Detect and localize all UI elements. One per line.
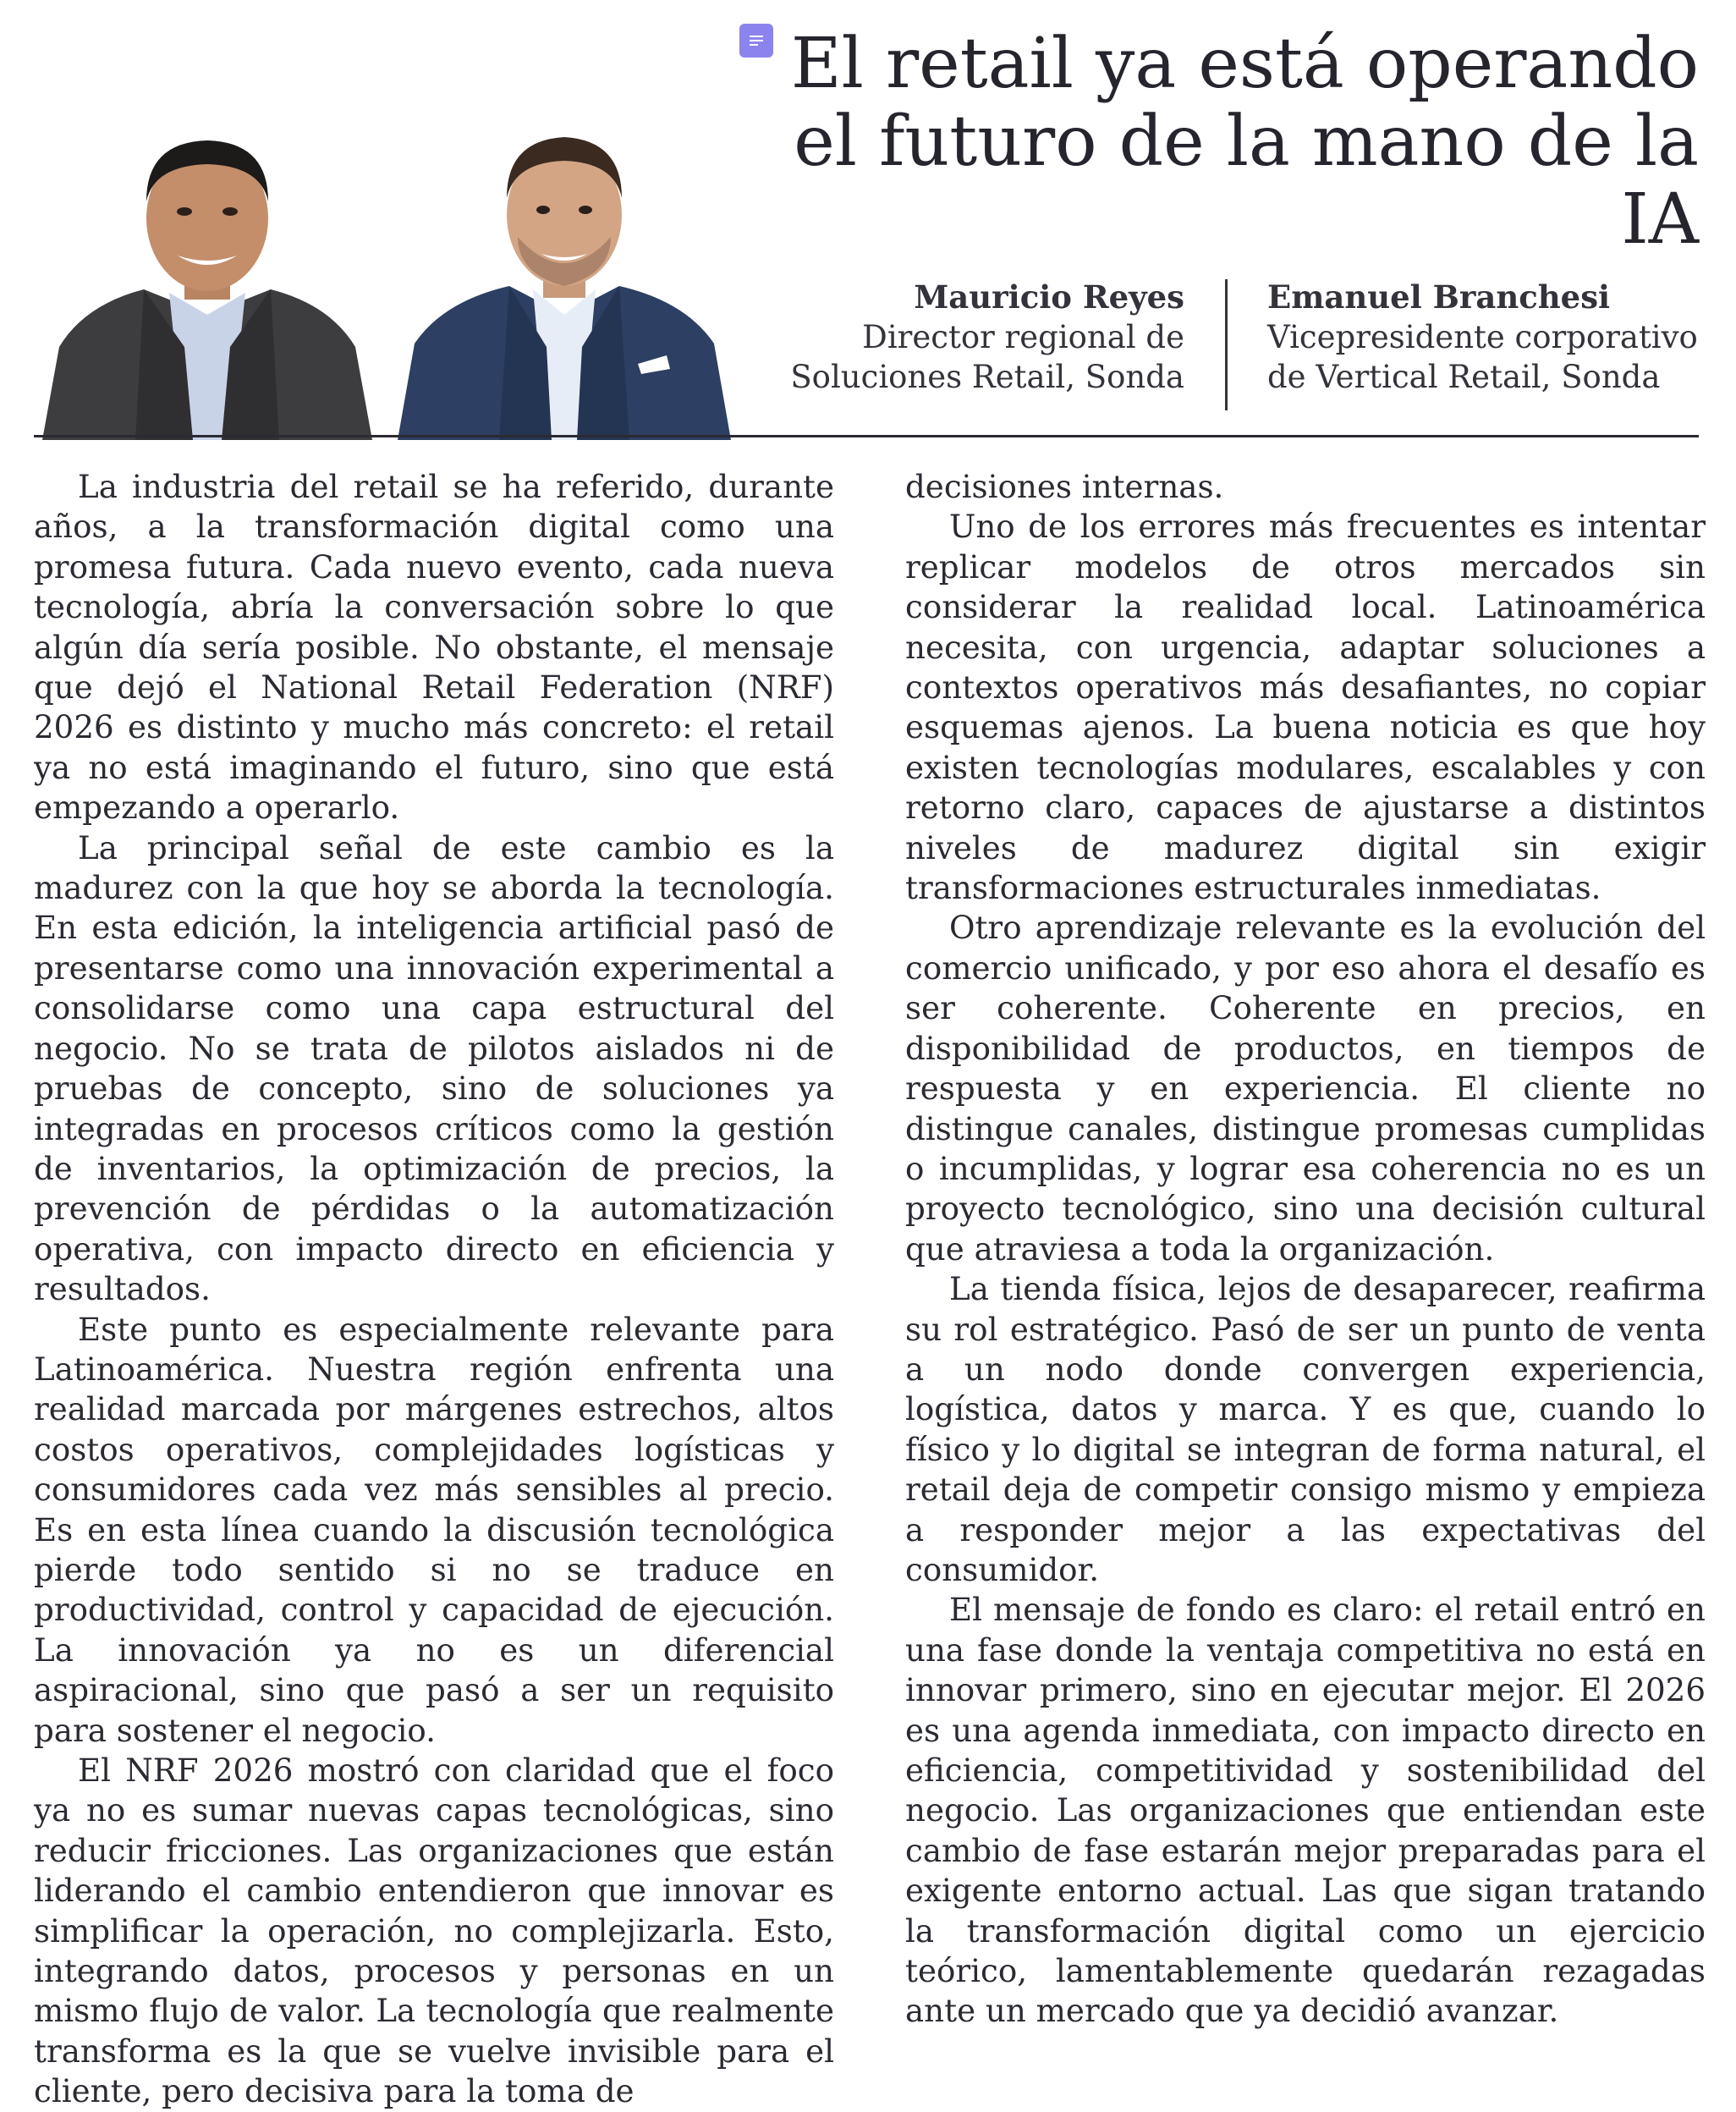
header-rule	[34, 435, 1699, 437]
author-name: Mauricio Reyes	[914, 278, 1184, 316]
paragraph-continuation: decisiones internas.	[905, 468, 1224, 505]
article-column-left	[34, 467, 834, 2112]
author-emanuel-branchesi	[1267, 278, 1699, 397]
person-photo-emanuel-branchesi	[391, 93, 738, 440]
person-photo-mauricio-reyes	[34, 93, 381, 440]
paragraph: La tienda física, lejos de desaparecer, reafirma su rol estratégico. Pasó de ser un punto de venta a un nodo donde convergen experiencia, logística, datos y marca. Y es que, cuando lo físico y lo digital se integran de forma natural, el retail deja de competir consigo mismo y empieza a responder mejor a las expectativas del consumidor.	[905, 1270, 1706, 1588]
author-role-line-1: Director regional de	[862, 319, 1184, 355]
paragraph: Uno de los errores más frecuentes es intentar replicar modelos de otros mercados sin considerar la realidad local. Latinoamérica necesita, con urgencia, adaptar soluciones a contextos operativos más desafiantes, no copiar esquemas ajenos. La buena noticia es que hoy existen tecnologías modulares, escalables y con retorno claro, capaces de ajustarse a distintos niveles de madurez digital sin exigir transformaciones estructurales inmediatas.	[905, 508, 1706, 907]
paragraph: Otro aprendizaje relevante es la evolución del comercio unificado, y por eso ahora el desafío es ser coherente. Coherente en precios, en disponibilidad de productos, en tiempos de respuesta y en experiencia. El cliente no distingue canales, distingue promesas cumplidas o incumplidas, y lograr esa coherencia no es un proyecto tecnológico, sino una decisión cultural que atraviesa a toda la organización.	[905, 909, 1706, 1268]
headline: El retail ya está operando el futuro de la mano de la IA	[790, 24, 1699, 260]
paragraph: Este punto es especialmente relevante para Latinoamérica. Nuestra región enfrenta una realidad marcada por márgenes estrechos, altos costos operativos, complejidades logísticas y consumidores cada vez más sensibles al precio. Es en esta línea cuando la discusión tecnológica pierde todo sentido si no se traduce en productividad, control y capacidad de ejecución. La innovación ya no es un diferencial aspiracional, sino que pasó a ser un requisito para sostener el negocio.	[34, 1310, 834, 1749]
author-role-line-2: Soluciones Retail, Sonda	[790, 359, 1184, 395]
paragraph: La industria del retail se ha referido, durante años, a la transformación digital como una promesa futura. Cada nuevo evento, cada nueva tecnología, abría la conversación sobre lo que algún día sería posible. No obstante, el mensaje que dejó el National Retail Federation (NRF) 2026 es distinto y mucho más concreto: el retail ya no está imaginando el futuro, sino que está empezando a operarlo.	[34, 468, 834, 827]
author-name: Emanuel Branchesi	[1267, 278, 1611, 316]
author-mauricio-reyes	[744, 278, 1184, 397]
paragraph: El NRF 2026 mostró con claridad que el foco ya no es sumar nuevas capas tecnológicas, sino reducir fricciones. Las organizaciones que están liderando el cambio entendieron que innovar es simplificar la operación, no complejizarla. Esto, integrando datos, procesos y personas en un mismo flujo de valor. La tecnología que realmente transforma es la que se vuelve invisible para el cliente, pero decisiva para la toma de	[34, 1752, 834, 2110]
article-column-right	[905, 467, 1706, 2032]
author-role-line-1: Vicepresidente corporativo	[1267, 319, 1698, 355]
author-role-line-2: de Vertical Retail, Sonda	[1267, 359, 1661, 395]
paragraph: El mensaje de fondo es claro: el retail entró en una fase donde la ventaja competitiva no está en innovar primero, sino en ejecutar mejor. El 2026 es una agenda inmediata, con impacto directo en eficiencia, competitividad y sostenibilidad del negocio. Las organizaciones que entiendan este cambio de fase estarán mejor preparadas para el exigente entorno actual. Las que sigan tratando la transformación digital como un ejercicio teórico, lamentablemente quedarán rezagadas ante un mercado que ya decidió avanzar.	[905, 1591, 1706, 2030]
author-divider	[1225, 279, 1228, 410]
paragraph: La principal señal de este cambio es la madurez con la que hoy se aborda la tecnología. En esta edición, la inteligencia artificial pasó de presentarse como una innovación experimental a consolidarse como una capa estructural del negocio. No se trata de pilotos aislados ni de pruebas de concepto, sino de soluciones ya integradas en procesos críticos como la gestión de inventarios, la optimización de precios, la prevención de pérdidas o la automatización operativa, con impacto directo en eficiencia y resultados.	[34, 828, 834, 1308]
